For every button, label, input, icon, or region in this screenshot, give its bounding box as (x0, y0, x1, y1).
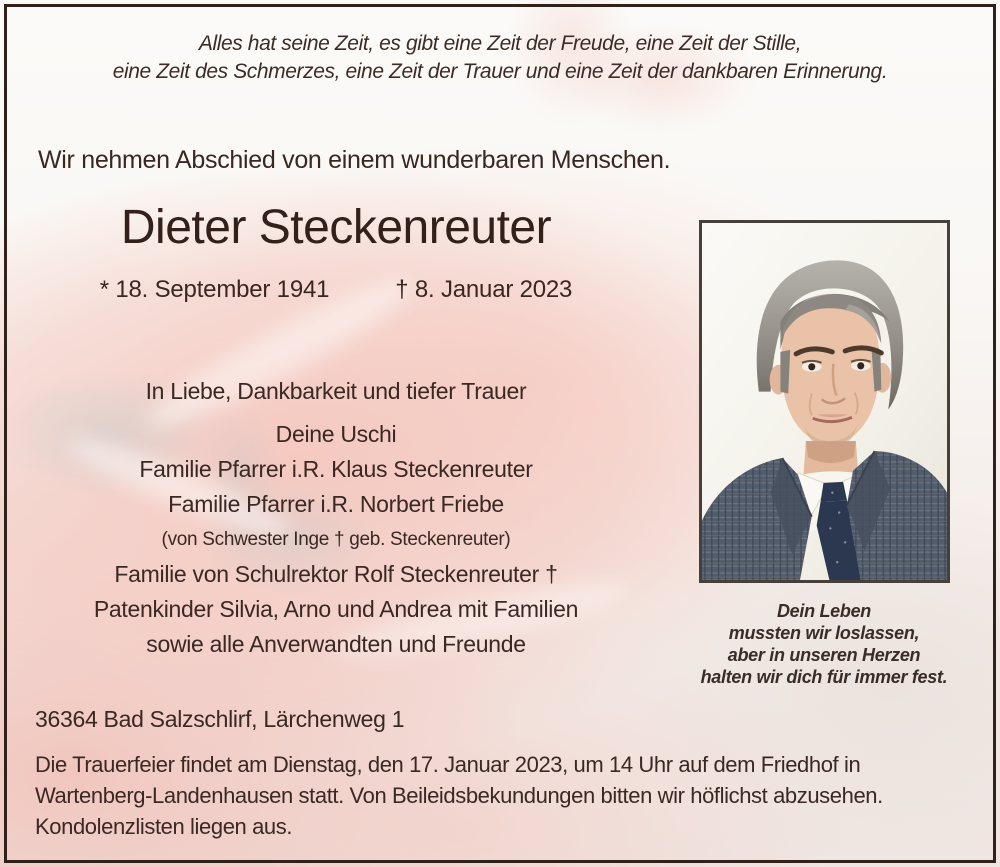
funeral-info-line-3: Kondolenzlisten liegen aus. (35, 814, 293, 839)
mourner-line: Patenkinder Silvia, Arno und Andrea mit Familien (93, 596, 579, 622)
quote-line-2: eine Zeit des Schmerzes, eine Zeit der Trauer und eine Zeit der dankbaren Erinnerung. (112, 60, 888, 83)
caption-line-1: Dein Leben (776, 601, 871, 621)
funeral-info (35, 749, 975, 842)
mourner-line: Familie von Schulrektor Rolf Steckenreuter † (114, 561, 558, 587)
funeral-info-line-2: Wartenberg-Landenhausen statt. Von Beileidsbekundungen bitten wir höflichst abzusehen. (35, 783, 883, 808)
mourner-line-parenthetical: (von Schwester Inge † geb. Steckenreuter) (161, 529, 511, 550)
mourner-line: Familie Pfarrer i.R. Klaus Steckenreuter (139, 456, 533, 482)
farewell-line: Wir nehmen Abschied von einem wunderbaren Menschen. (38, 146, 671, 174)
funeral-info-line-1: Die Trauerfeier findet am Dienstag, den 17. Januar 2023, um 14 Uhr auf dem Friedhof in (35, 752, 861, 777)
death-date: † 8. Januar 2023 (395, 276, 573, 303)
mourner-line: Deine Uschi (275, 421, 397, 447)
address-line: 36364 Bad Salzschlirf, Lärchenweg 1 (35, 706, 405, 732)
portrait-photo (699, 220, 950, 583)
caption-line-4: halten wir dich für immer fest. (700, 667, 948, 687)
birth-date: * 18. September 1941 (99, 276, 330, 303)
mourning-intro: In Liebe, Dankbarkeit und tiefer Trauer (145, 378, 527, 404)
mourner-line: Familie Pfarrer i.R. Norbert Friebe (168, 491, 504, 517)
portrait-illustration (702, 223, 947, 580)
opening-quote (0, 30, 1000, 86)
deceased-name: Dieter Steckenreuter (120, 201, 552, 254)
caption-line-2: mussten wir loslassen, (728, 623, 920, 643)
mourners-list (0, 421, 672, 666)
quote-line-1: Alles hat seine Zeit, es gibt eine Zeit der Freude, eine Zeit der Stille, (198, 32, 802, 55)
photo-caption (688, 600, 960, 688)
mourner-line: sowie alle Anverwandten und Freunde (146, 631, 526, 657)
caption-line-3: aber in unseren Herzen (727, 645, 921, 665)
life-dates (0, 276, 672, 304)
